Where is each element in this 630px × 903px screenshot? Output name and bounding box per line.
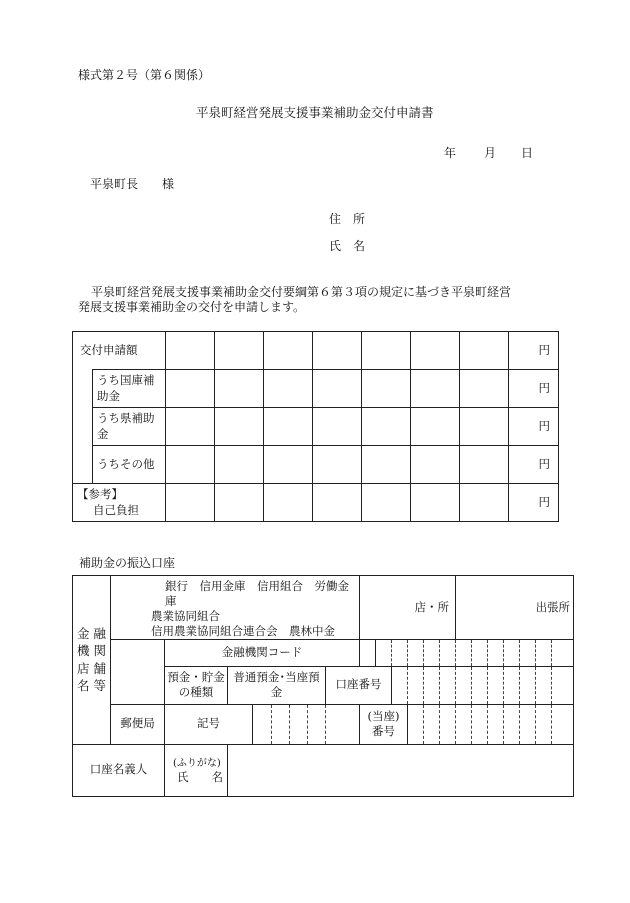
amount-cell[interactable]	[411, 484, 460, 522]
amount-cell[interactable]	[362, 484, 411, 522]
amount-cell[interactable]	[264, 370, 313, 408]
account-digit[interactable]	[392, 666, 408, 704]
amount-label-other: うちその他	[93, 446, 166, 484]
amount-row-self	[73, 484, 559, 522]
body-text-line1: 平泉町経営発展支援事業補助金交付要綱第６第３項の規定に基づき平泉町経営	[91, 285, 512, 299]
amount-cell[interactable]	[460, 408, 509, 446]
amount-cell[interactable]	[460, 446, 509, 484]
symbol-label: 記号	[165, 704, 253, 744]
bank-code-label: 金融機関コード	[165, 639, 360, 666]
bank-code-digit[interactable]	[536, 639, 552, 666]
form-number: 様式第２号（第６関係）	[78, 68, 211, 82]
amount-table	[72, 331, 559, 522]
symbol-digit[interactable]	[326, 704, 360, 744]
number-digit[interactable]	[472, 704, 488, 744]
number-digit[interactable]	[456, 704, 472, 744]
amount-cell[interactable]	[362, 370, 411, 408]
number-digit[interactable]	[440, 704, 456, 744]
holder-name-field[interactable]	[228, 744, 574, 796]
amount-cell[interactable]	[313, 484, 362, 522]
current-number-label: (当座) 番号	[360, 704, 408, 744]
post-office-label: 郵便局	[111, 704, 165, 744]
deposit-type-label: 預金・貯金 の種類	[165, 666, 228, 704]
amount-row-total	[73, 332, 559, 370]
amount-cell[interactable]	[215, 484, 264, 522]
bank-type-list: 銀行 信用金庫 信用組合 労働金庫 農業協同組合 信用農業協同組合連合会 農林中金	[111, 576, 360, 640]
number-digit[interactable]	[552, 704, 574, 744]
bank-code-digit[interactable]	[472, 639, 488, 666]
date-month: 月	[484, 146, 497, 160]
address-label: 住 所	[329, 212, 366, 226]
amount-cell[interactable]	[166, 332, 215, 370]
amount-cell[interactable]	[411, 408, 460, 446]
sub-branch-label: 出張所	[456, 576, 574, 640]
amount-cell[interactable]	[264, 332, 313, 370]
bank-code-digit[interactable]	[504, 639, 520, 666]
account-digit[interactable]	[552, 666, 574, 704]
amount-cell[interactable]	[362, 332, 411, 370]
amount-cell[interactable]	[166, 484, 215, 522]
page-title: 平泉町経営発展支援事業補助金交付申請書	[196, 105, 434, 120]
amount-cell[interactable]	[264, 484, 313, 522]
account-number-label: 口座番号	[326, 666, 392, 704]
institution-label: 金 融 機 関 店 舗 名 等	[73, 576, 111, 745]
branch-label: 店・所	[360, 576, 456, 640]
number-digit[interactable]	[504, 704, 520, 744]
bank-code-digit[interactable]	[440, 639, 456, 666]
indent-spacer	[73, 370, 93, 408]
amount-cell[interactable]	[166, 446, 215, 484]
bank-code-digit[interactable]	[552, 639, 574, 666]
account-digit[interactable]	[408, 666, 424, 704]
bank-code-digit[interactable]	[488, 639, 504, 666]
addressee: 平泉町長 様	[90, 177, 175, 191]
bank-code-digit[interactable]	[376, 639, 392, 666]
number-digit[interactable]	[520, 704, 536, 744]
bank-code-digit[interactable]	[408, 639, 424, 666]
bank-table	[72, 575, 574, 797]
bank-code-digit[interactable]	[456, 639, 472, 666]
account-digit[interactable]	[472, 666, 488, 704]
amount-cell[interactable]	[460, 332, 509, 370]
account-digit[interactable]	[456, 666, 472, 704]
amount-row-other	[73, 446, 559, 484]
amount-cell[interactable]	[313, 446, 362, 484]
yen-unit: 円	[509, 408, 559, 446]
yen-unit: 円	[509, 446, 559, 484]
amount-cell[interactable]	[215, 370, 264, 408]
number-digit[interactable]	[408, 704, 424, 744]
number-digit[interactable]	[424, 704, 440, 744]
amount-cell[interactable]	[460, 370, 509, 408]
amount-cell[interactable]	[264, 446, 313, 484]
amount-cell[interactable]	[362, 408, 411, 446]
amount-cell[interactable]	[215, 446, 264, 484]
symbol-digit[interactable]	[290, 704, 308, 744]
symbol-digit[interactable]	[272, 704, 290, 744]
date-day: 日	[521, 146, 534, 160]
amount-label-national: うち国庫補 助金	[93, 370, 166, 408]
account-digit[interactable]	[440, 666, 456, 704]
body-text-line2: 発展支援事業補助金の交付を申請します。	[78, 300, 306, 314]
bank-blank	[111, 639, 165, 704]
amount-label-total: 交付申請額	[73, 332, 166, 370]
yen-unit: 円	[509, 484, 559, 522]
symbol-digit[interactable]	[253, 704, 272, 744]
amount-cell[interactable]	[166, 408, 215, 446]
amount-cell[interactable]	[362, 446, 411, 484]
account-digit[interactable]	[520, 666, 536, 704]
yen-unit: 円	[509, 370, 559, 408]
bank-code-digit[interactable]	[392, 639, 408, 666]
amount-cell[interactable]	[460, 484, 509, 522]
amount-cell[interactable]	[313, 332, 362, 370]
amount-cell[interactable]	[264, 408, 313, 446]
account-digit[interactable]	[424, 666, 440, 704]
amount-cell[interactable]	[215, 332, 264, 370]
amount-cell[interactable]	[215, 408, 264, 446]
symbol-digit[interactable]	[308, 704, 326, 744]
name-label: 氏 名	[329, 239, 366, 253]
amount-cell[interactable]	[313, 370, 362, 408]
indent-spacer	[73, 446, 93, 484]
holder-label: 口座名義人	[73, 744, 165, 796]
amount-label-prefecture: うち県補助 金	[93, 408, 166, 446]
number-digit[interactable]	[536, 704, 552, 744]
yen-unit: 円	[509, 332, 559, 370]
bank-code-digit[interactable]	[360, 639, 376, 666]
account-digit[interactable]	[536, 666, 552, 704]
account-digit[interactable]	[504, 666, 520, 704]
indent-spacer	[73, 408, 93, 446]
holder-name-label: (ふりがな) 氏 名	[165, 744, 228, 796]
number-digit[interactable]	[488, 704, 504, 744]
amount-cell[interactable]	[411, 370, 460, 408]
date-year: 年	[444, 146, 457, 160]
bank-code-digit[interactable]	[520, 639, 536, 666]
bank-heading: 補助金の振込口座	[79, 556, 176, 570]
amount-row-national	[73, 370, 559, 408]
deposit-options[interactable]: 普通預金･当座預金	[228, 666, 326, 704]
amount-label-self: 【参考】 自己負担	[73, 484, 166, 522]
account-digit[interactable]	[488, 666, 504, 704]
bank-code-digit[interactable]	[424, 639, 440, 666]
amount-cell[interactable]	[411, 446, 460, 484]
amount-cell[interactable]	[313, 408, 362, 446]
amount-row-prefecture	[73, 408, 559, 446]
amount-cell[interactable]	[166, 370, 215, 408]
amount-cell[interactable]	[411, 332, 460, 370]
